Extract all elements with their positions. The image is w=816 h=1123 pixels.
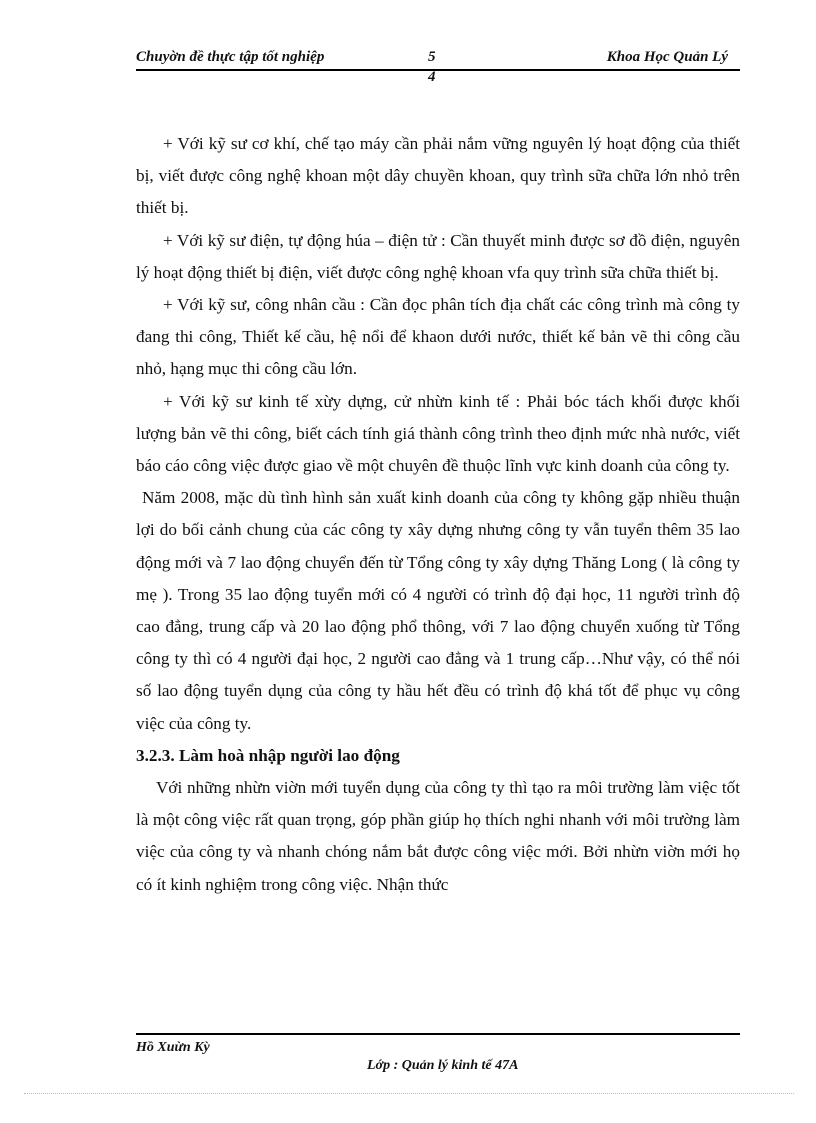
page-header — [136, 47, 740, 71]
paragraph-recruitment-2008: Năm 2008, mặc dù tình hình sản xuất kinh doanh của công ty không gặp nhiều thuận lợi do bối cảnh chung của các công ty xây dựng nhưng công ty vẫn tuyển thêm 35 lao động mới và 7 lao động chuyển đến từ Tổng công ty xây dựng Thăng Long ( là công ty mẹ ). Trong 35 lao động tuyển mới có 4 người có trình độ đại học, 11 người trình độ cao đẳng, trung cấp và 20 lao động phổ thông, với 7 lao động chuyển xuống từ Tổng công ty thì có 4 người đại học, 2 người cao đẳng và 1 trung cấp…Như vậy, có thể nói số lao động tuyển dụng của công ty hầu hết đều có trình độ khá tốt để phục vụ công việc của công ty. — [136, 488, 740, 733]
header-department: Khoa Học Quản Lý — [606, 49, 728, 65]
paragraph-electrical-engineer: + Với kỹ sư điện, tự động húa – điện tử : Cần thuyết minh được sơ đồ điện, nguyên lý hoạt động thiết bị điện, viết được công nghệ khoan vfa quy trình sữa chữa thiết bị. — [136, 230, 740, 282]
paragraph-integration: Với những nhừn viờn mới tuyển dụng của công ty thì tạo ra môi trường làm việc tốt là một công việc rất quan trọng, góp phần giúp họ thích nghi nhanh với môi trường làm việc của công ty và nhanh chóng nắm bắt được công việc mới. Bởi nhừn viờn mới họ có ít kinh nghiệm trong công việc. Nhận thức — [136, 778, 740, 894]
page-bottom-dotted-line — [24, 1093, 794, 1094]
header-title: Chuyờn đề thực tập tốt nghiệp — [136, 49, 325, 65]
section-heading: 3.2.3. Làm hoà nhập người lao động — [136, 745, 400, 765]
paragraph-economic-engineer: + Với kỹ sư kinh tế xừy dựng, cử nhừn kinh tế : Phải bóc tách khối được khối lượng bản vẽ thi công, biết cách tính giá thành công trình theo định mức nhà nước, viết báo cáo công việc được giao về một chuyên đề thuộc lĩnh vực kinh doanh của công ty. — [136, 391, 740, 476]
body-text — [136, 128, 740, 901]
header-page-number: 5 — [428, 49, 436, 65]
footer-class: Lớp : Quản lý kinh tế 47A — [367, 1058, 519, 1073]
header-page-number-continued: 4 — [428, 69, 436, 85]
footer-author: Hồ Xuừn Kỳ — [136, 1040, 210, 1055]
paragraph-mechanical-engineer: + Với kỹ sư cơ khí, chế tạo máy cần phải nắm vững nguyên lý hoạt động của thiết bị, viết được công nghệ khoan một dây chuyền khoan, quy trình sữa chữa lớn nhỏ trên thiết bị. — [136, 134, 740, 218]
paragraph-bridge-engineer: + Với kỹ sư, công nhân cầu : Cần đọc phân tích địa chất các công trình mà công ty đang thi công, Thiết kế cầu, hệ nổi để khaon dưới nước, thiết kế bản vẽ thi công cầu nhỏ, hạng mục thi công cầu lớn. — [136, 295, 740, 379]
footer-divider — [136, 1033, 740, 1035]
